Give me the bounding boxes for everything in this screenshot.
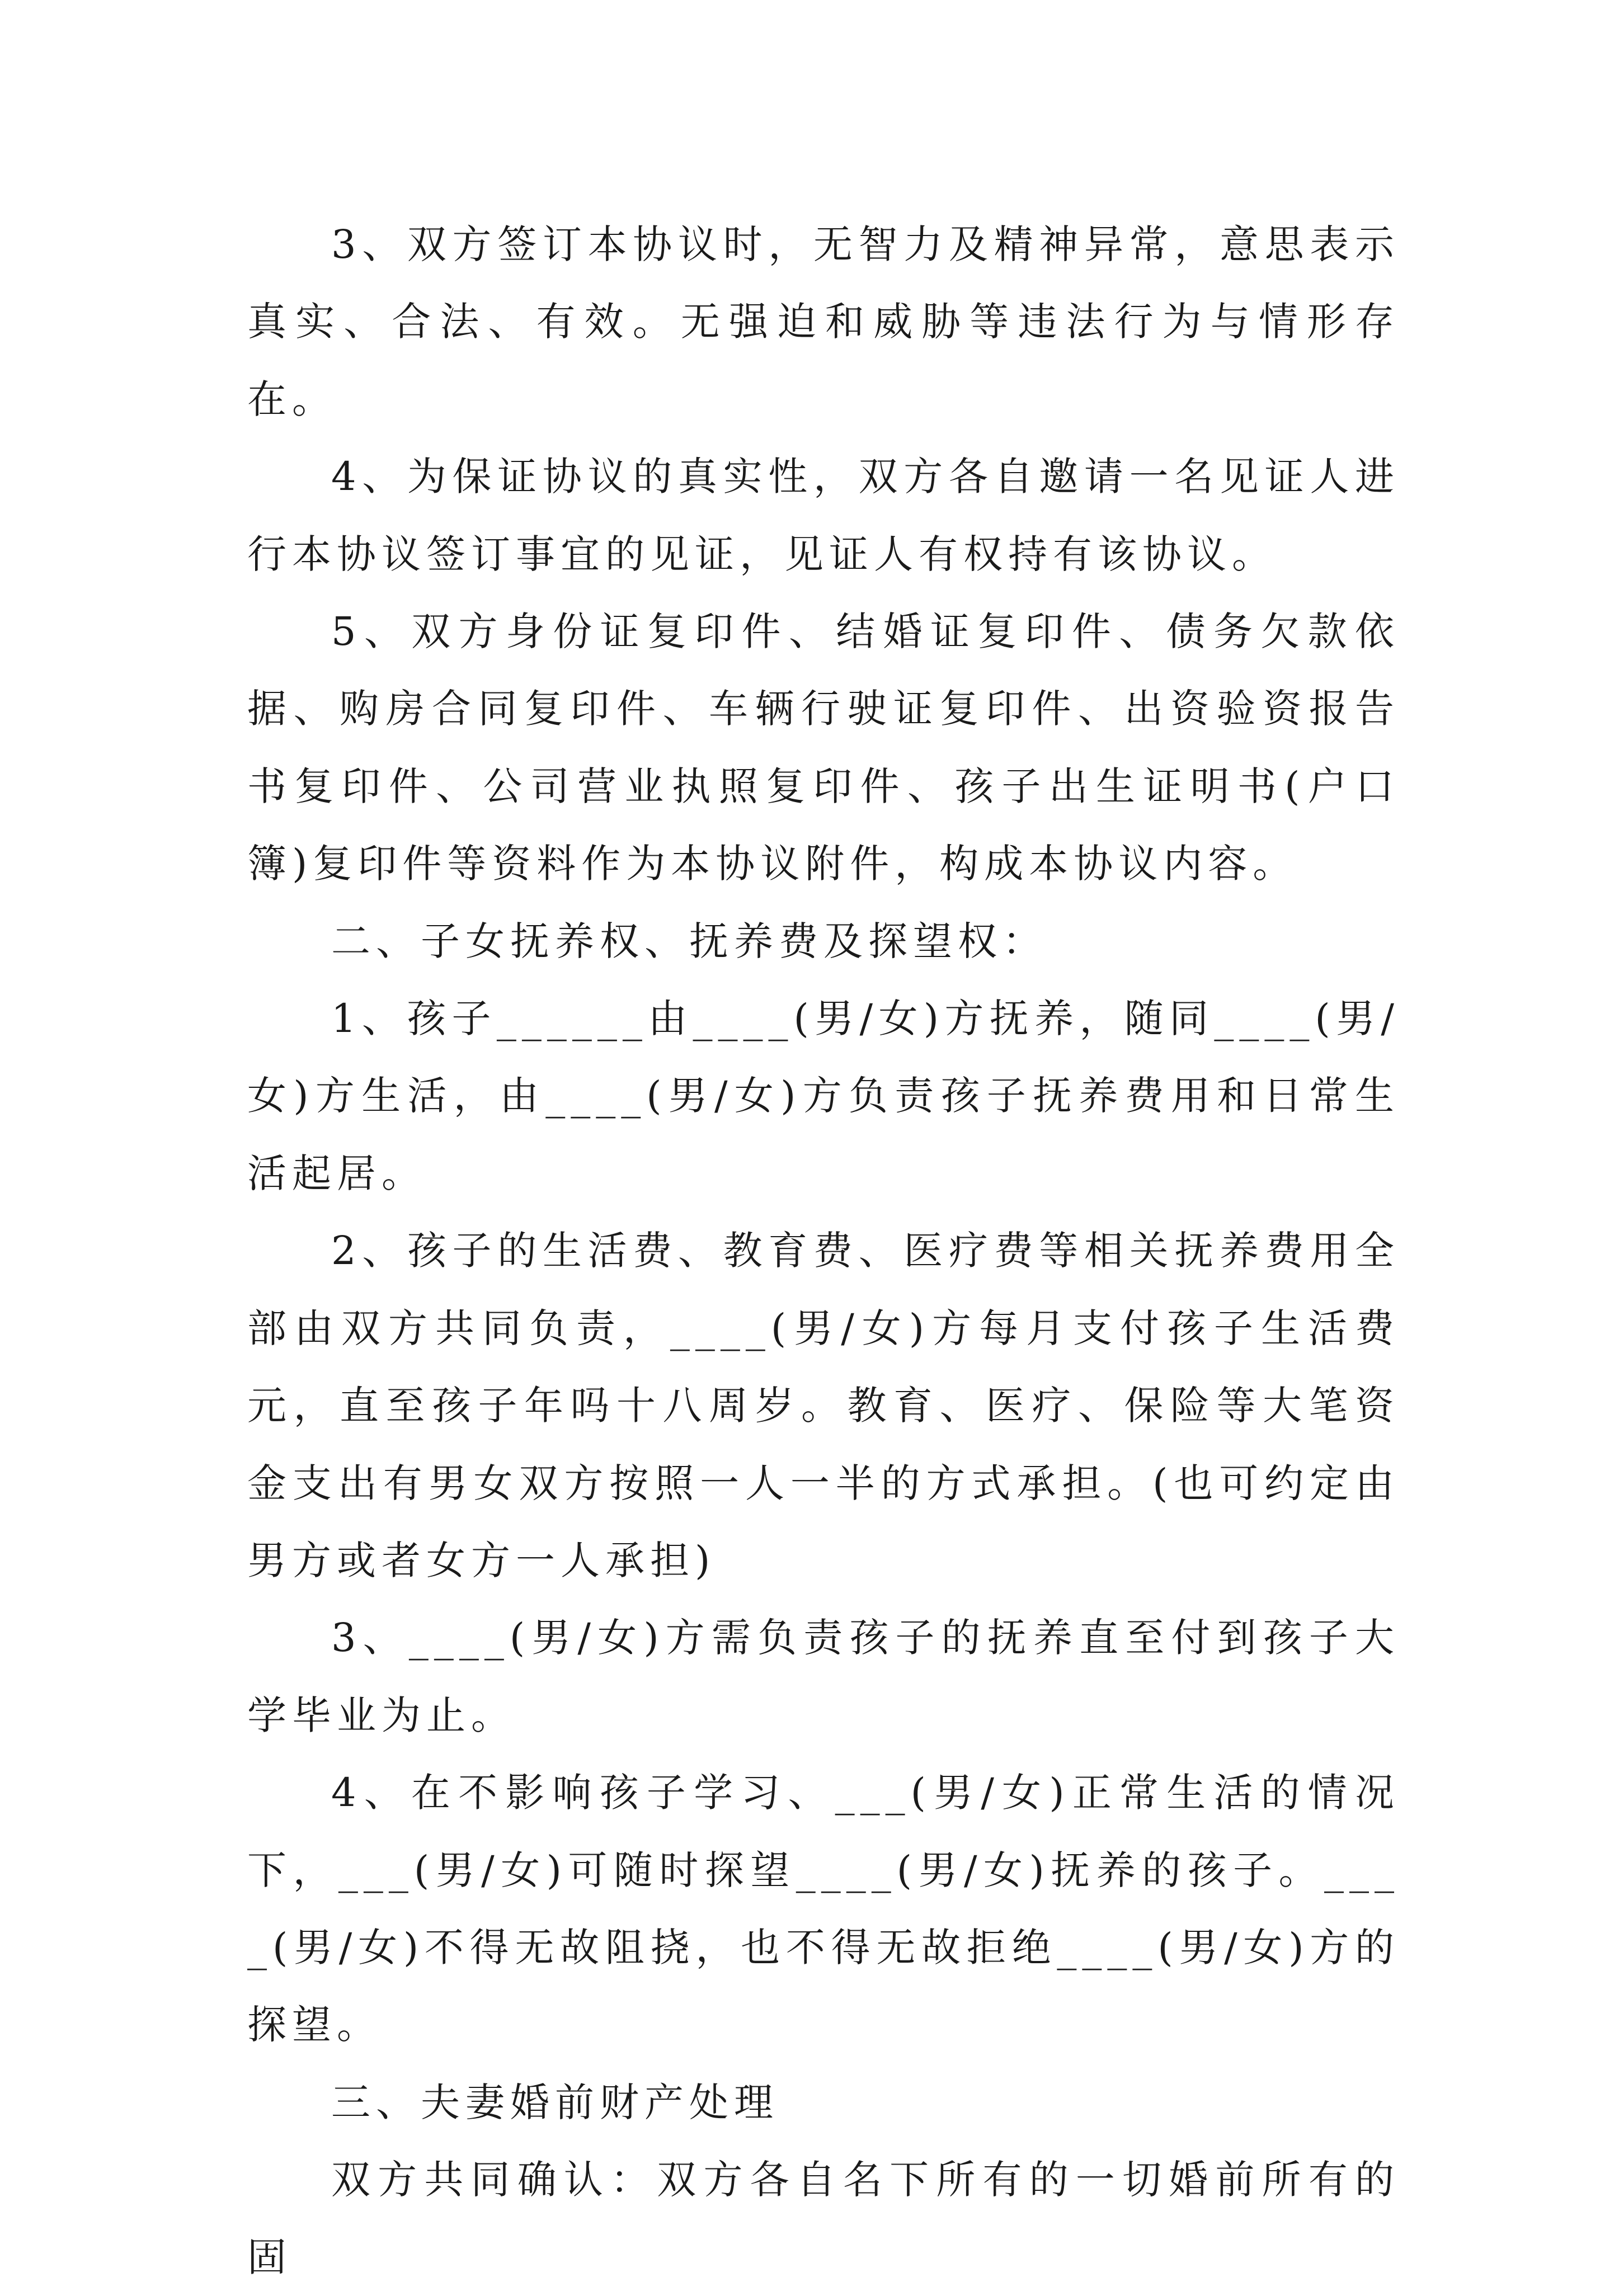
document-body — [247, 206, 1400, 2296]
premarital-property-paragraph: 双方共同确认：双方各自名下所有的一切婚前所有的固 — [247, 2157, 1400, 2280]
section-2-heading: 二、子女抚养权、抚养费及探望权： — [331, 918, 1047, 964]
clause-5-paragraph: 5、双方身份证复印件、结婚证复印件、债务欠款依据、购房合同复印件、车辆行驶证复印件、出资验资报告书复印件、公司营业执照复印件、孩子出生证明书(户口簿)复印件等资料作为本协议附件，构成本协议内容。 — [247, 609, 1400, 887]
clause-3-paragraph: 3、双方签订本协议时，无智力及精神异常，意思表示真实、合法、有效。无强迫和威胁等违法行为与情形存在。 — [247, 221, 1400, 422]
section-3-heading: 三、夫妻婚前财产处理 — [331, 2079, 779, 2125]
clause-4-paragraph: 4、为保证协议的真实性，双方各自邀请一名见证人进行本协议签订事宜的见证，见证人有权持有该协议。 — [247, 454, 1400, 577]
custody-clause-3-paragraph: 3、____(男/女)方需负责孩子的抚养直至付到孩子大学毕业为止。 — [247, 1615, 1400, 1738]
custody-clause-4-paragraph: 4、在不影响孩子学习、___(男/女)正常生活的情况下，___(男/女)可随时探望____(男/女)抚养的孩子。____(男/女)不得无故阻挠，也不得无故拒绝____(男/女)方的探望。 — [247, 1770, 1400, 2048]
custody-clause-2-paragraph: 2、孩子的生活费、教育费、医疗费等相关抚养费用全部由双方共同负责，____(男/女)方每月支付孩子生活费元，直至孩子年吗十八周岁。教育、医疗、保险等大笔资金支出有男女双方按照一人一半的方式承担。(也可约定由男方或者女方一人承担) — [247, 1228, 1400, 1583]
custody-clause-1-paragraph: 1、孩子______由____(男/女)方抚养，随同____(男/女)方生活，由____(男/女)方负责孩子抚养费用和日常生活起居。 — [247, 996, 1400, 1196]
